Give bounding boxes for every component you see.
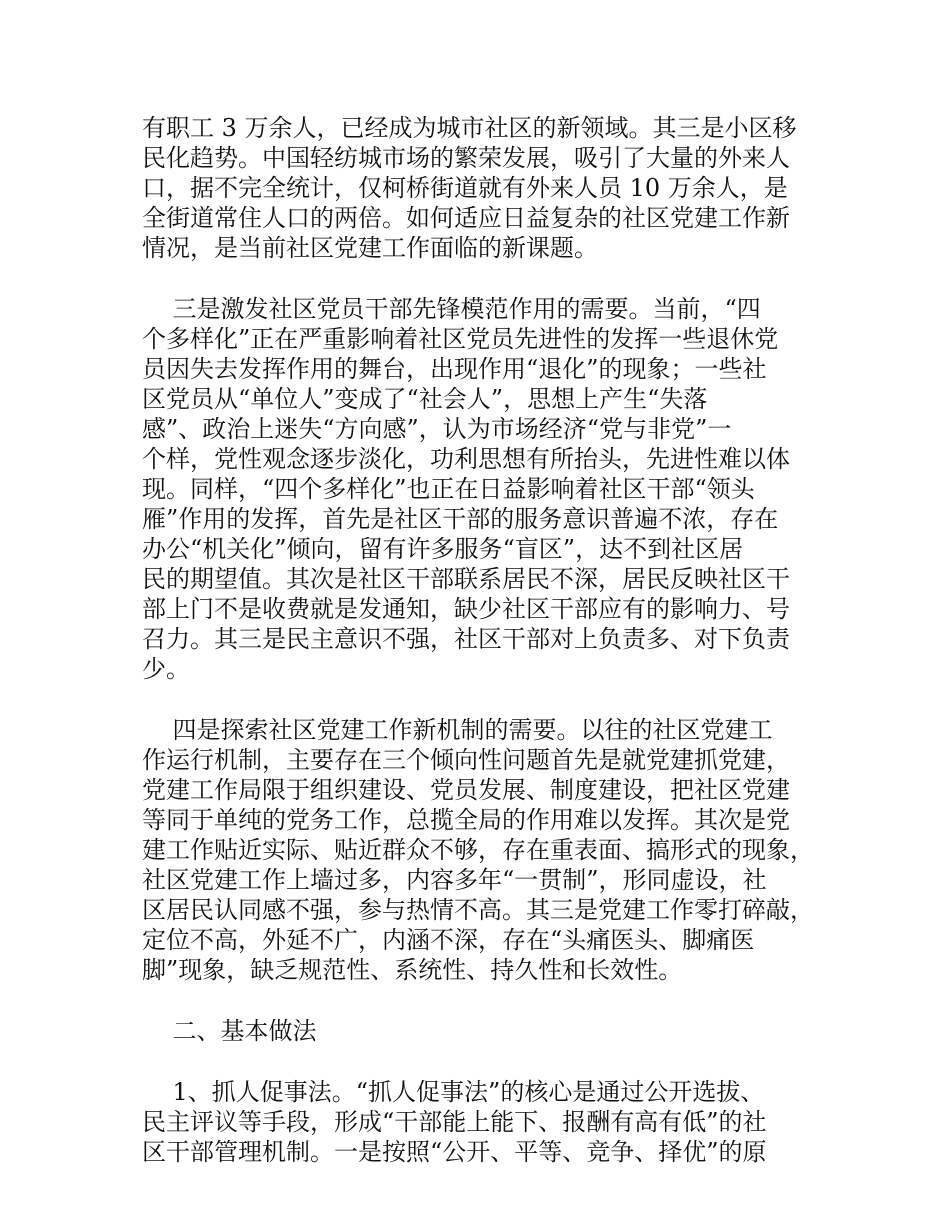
paragraph	[142, 1077, 832, 1167]
text-line: 建工作贴近实际、贴近群众不够，存在重表面、搞形式的现象，	[142, 836, 814, 864]
text-line: 口，据不完全统计，仅柯桥街道就有外来人员 10 万余人，是	[142, 174, 788, 202]
text-line: 区干部管理机制。一是按照“公开、平等、竞争、择优”的原	[142, 1138, 767, 1166]
paragraph	[142, 715, 832, 985]
text-line: 四是探索社区党建工作新机制的需要。以往的社区党建工	[142, 716, 773, 744]
text-line: 区居民认同感不强，参与热情不高。其三是党建工作零打碎敲，	[142, 896, 814, 924]
paragraph	[142, 113, 832, 263]
text-line: 民化趋势。中国轻纺城市场的繁荣发展，吸引了大量的外来人	[142, 144, 790, 172]
text-line: 现。同样，“四个多样化”也正在日益影响着社区干部“领头	[142, 475, 755, 503]
section-heading	[142, 1016, 832, 1046]
text-line: 少。	[142, 655, 190, 683]
text-line: 民主评议等手段，形成“干部能上能下、报酬有高有低”的社	[142, 1108, 767, 1136]
document-body	[142, 113, 832, 1167]
text-line: 脚”现象，缺乏规范性、系统性、持久性和长效性。	[142, 956, 683, 984]
text-line: 部上门不是收费就是发通知，缺少社区干部应有的影响力、号	[142, 595, 790, 623]
text-line: 感”、政治上迷失“方向感”，认为市场经济“党与非党”一	[142, 415, 732, 443]
text-line: 有职工 3 万余人，已经成为城市社区的新领域。其三是小区移	[142, 114, 797, 142]
text-line: 区党员从“单位人”变成了“社会人”，思想上产生“失落	[142, 385, 708, 413]
text-line: 等同于单纯的党务工作，总揽全局的作用难以发挥。其次是党	[142, 806, 790, 834]
text-line: 三是激发社区党员干部先锋模范作用的需要。当前，“四	[142, 295, 761, 323]
text-line: 作运行机制，主要存在三个倾向性问题首先是就党建抓党建，	[142, 746, 790, 774]
paragraph-gap	[142, 684, 832, 715]
text-line: 召力。其三是民主意识不强，社区干部对上负责多、对下负责	[142, 625, 790, 653]
text-line: 办公“机关化”倾向，留有许多服务“盲区”，达不到社区居	[142, 535, 744, 563]
text-line: 民的期望值。其次是社区干部联系居民不深，居民反映社区干	[142, 565, 790, 593]
paragraph	[142, 294, 832, 684]
paragraph-gap	[142, 263, 832, 294]
text-line: 个多样化”正在严重影响着社区党员先进性的发挥一些退休党	[142, 325, 779, 353]
text-line: 个样，党性观念逐步淡化，功利思想有所抬头，先进性难以体	[142, 445, 790, 473]
paragraph-gap	[142, 1046, 832, 1077]
text-line: 雁”作用的发挥，首先是社区干部的服务意识普遍不浓，存在	[142, 505, 779, 533]
heading-text: 二、基本做法	[142, 1017, 317, 1045]
text-line: 定位不高，外延不广，内涵不深，存在“头痛医头、脚痛医	[142, 926, 755, 954]
text-line: 员因失去发挥作用的舞台，出现作用“退化”的现象；一些社	[142, 355, 767, 383]
text-line: 全街道常住人口的两倍。如何适应日益复杂的社区党建工作新	[142, 204, 790, 232]
paragraph-gap	[142, 985, 832, 1016]
text-line: 社区党建工作上墙过多，内容多年“一贯制”，形同虚设，社	[142, 866, 767, 894]
text-line: 情况，是当前社区党建工作面临的新课题。	[142, 234, 598, 262]
text-line: 1、抓人促事法。“抓人促事法”的核心是通过公开选拔、	[142, 1078, 765, 1106]
text-line: 党建工作局限于组织建设、党员发展、制度建设，把社区党建	[142, 776, 790, 804]
